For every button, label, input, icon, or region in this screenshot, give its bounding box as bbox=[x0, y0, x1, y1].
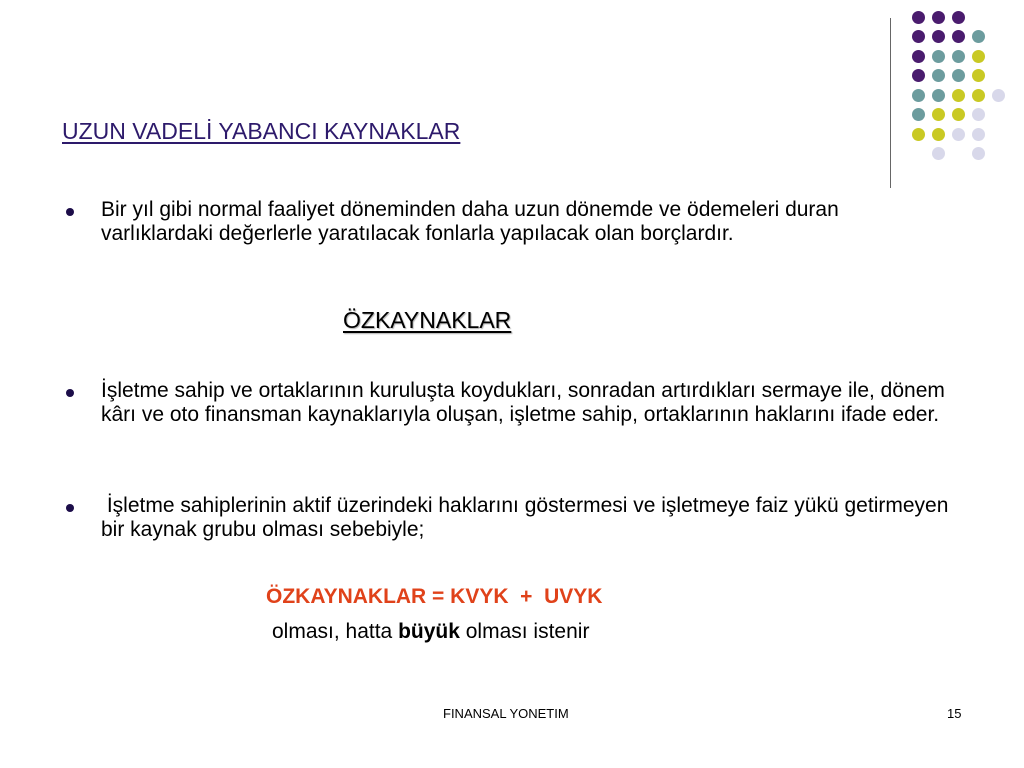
note-text-end: olması istenir bbox=[459, 620, 590, 643]
decorative-dot bbox=[932, 147, 945, 160]
decorative-dot bbox=[932, 69, 945, 82]
bullet-icon bbox=[66, 389, 74, 397]
decorative-dot bbox=[912, 89, 925, 102]
note-text-start: olması, hatta bbox=[272, 620, 399, 643]
decorative-dot-grid bbox=[0, 0, 1024, 200]
decorative-dot bbox=[912, 30, 925, 43]
decorative-dot bbox=[932, 128, 945, 141]
bullet-text-2: İşletme sahip ve ortaklarının kuruluşta koydukları, sonradan artırdıkları sermaye ile, dönem kârı ve oto finansman kaynaklarıyla oluşan, işletme sahip, ortaklarının haklarını ifade eder. bbox=[101, 379, 945, 426]
decorative-dot bbox=[912, 128, 925, 141]
decorative-dot bbox=[912, 69, 925, 82]
footer-title: FINANSAL YONETIM bbox=[443, 706, 569, 721]
slide-heading: UZUN VADELİ YABANCI KAYNAKLAR bbox=[62, 118, 461, 144]
decorative-dot bbox=[932, 50, 945, 63]
decorative-dot bbox=[952, 69, 965, 82]
note-emphasis: büyük bbox=[398, 620, 460, 643]
bullet-icon bbox=[66, 504, 74, 512]
decorative-dot bbox=[972, 50, 985, 63]
decorative-dot bbox=[972, 89, 985, 102]
page-number: 15 bbox=[947, 706, 962, 721]
decorative-dot bbox=[972, 128, 985, 141]
decorative-dot bbox=[912, 11, 925, 24]
decorative-dot bbox=[932, 108, 945, 121]
formula-line: ÖZKAYNAKLAR = KVYK + UVYK bbox=[266, 585, 603, 608]
bullet-text-3: İşletme sahiplerinin aktif üzerindeki haklarını göstermesi ve işletmeye faiz yükü getirmeyen bir kaynak grubu olması sebebiyle; bbox=[101, 494, 955, 541]
decorative-dot bbox=[912, 50, 925, 63]
bullet-text-1: Bir yıl gibi normal faaliyet döneminden daha uzun dönemde ve ödemeleri duran varlıklardaki değerlerle yaratılacak fonlarla yapılacak olan borçlardır. bbox=[101, 198, 839, 245]
decorative-dot bbox=[932, 11, 945, 24]
decorative-dot bbox=[972, 30, 985, 43]
decorative-dot bbox=[932, 30, 945, 43]
decorative-dot bbox=[992, 89, 1005, 102]
decorative-dot bbox=[972, 69, 985, 82]
decorative-dot bbox=[952, 108, 965, 121]
section-subheading: ÖZKAYNAKLAR bbox=[343, 307, 512, 333]
decorative-dot bbox=[972, 108, 985, 121]
decorative-dot bbox=[952, 11, 965, 24]
decorative-dot bbox=[932, 89, 945, 102]
decorative-dot bbox=[952, 50, 965, 63]
decorative-dot bbox=[952, 30, 965, 43]
decorative-dot bbox=[912, 108, 925, 121]
note-line bbox=[272, 620, 589, 644]
decorative-dot bbox=[952, 128, 965, 141]
bullet-icon bbox=[66, 208, 74, 216]
decorative-dot bbox=[952, 89, 965, 102]
decorative-dot bbox=[972, 147, 985, 160]
